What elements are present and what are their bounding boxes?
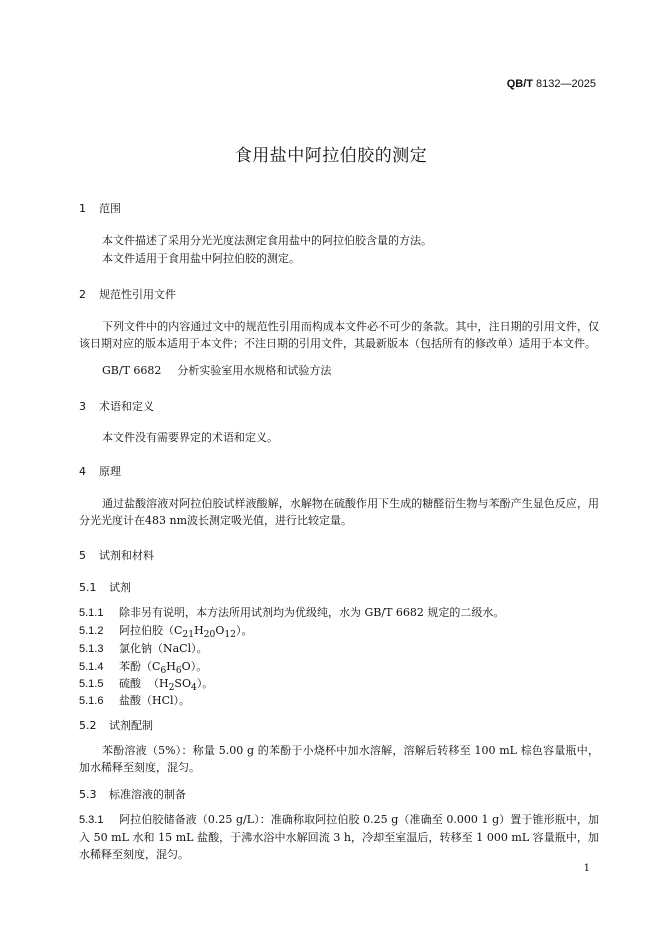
- section-title: 试剂和材料: [99, 549, 154, 562]
- section-5-heading: [79, 547, 154, 563]
- section-5-3-heading: [79, 786, 186, 802]
- item-text: 除非另有说明，本方法所用试剂均为优级纯，水为 GB/T 6682 规定的二级水。: [119, 606, 505, 619]
- item-text: 苯酚$(C_6H_6O)$。: [119, 660, 208, 677]
- section-5-2-paragraph-1: 苯酚溶液（5%）：称量 5.00 g 的苯酚于小烧杯中加水溶解，溶解后转移至 100 mL 棕色容量瓶中，加水稀释至刻度，混匀。: [79, 744, 599, 774]
- page-number: 1: [583, 863, 590, 874]
- section-title: 范围: [99, 202, 121, 215]
- standard-code-prefix: QB/T: [506, 78, 533, 90]
- list-item-5-1-2: [79, 622, 253, 640]
- section-title: 原理: [99, 465, 121, 478]
- list-item-5-1-3: [79, 640, 208, 656]
- section-2-heading: [79, 286, 176, 302]
- reference-code: GB/T 6682: [102, 364, 162, 377]
- item-text: 阿拉伯胶储备液（0.25 g/L）：准确称取阿拉伯胶 0.25 g（准确至 0.000 1 g）置于锥形瓶中，加入 50 mL 水和 15 mL 盐酸，于沸水浴中水解回流 3 h，冷却至室温后，转移至 1 000 mL 容量瓶中，加水稀释至刻度，混匀。: [79, 813, 599, 861]
- item-number: 5.1.4: [79, 661, 104, 673]
- item-number: 5.1.2: [79, 625, 104, 637]
- reference-title: 分析实验室用水规格和试验方法: [177, 364, 332, 377]
- list-item-5-1-4: [79, 658, 207, 676]
- section-1-paragraph-1: 本文件描述了采用分光光度法测定食用盐中的阿拉伯胶含量的方法。: [102, 234, 432, 247]
- section-4-heading: [79, 463, 121, 479]
- subsection-title: 标准溶液的制备: [109, 788, 186, 801]
- subsection-number: 5.2: [79, 719, 97, 732]
- item-number: 5.1.1: [79, 607, 104, 619]
- section-1-heading: [79, 200, 121, 216]
- section-number: 2: [79, 288, 86, 301]
- section-number: 1: [79, 202, 86, 215]
- item-text: 盐酸（HCl）。: [119, 694, 191, 707]
- section-1-paragraph-2: 本文件适用于食用盐中阿拉伯胶的测定。: [102, 252, 300, 265]
- section-number: 3: [79, 400, 86, 413]
- subsection-title: 试剂: [109, 581, 131, 594]
- document-title: 食用盐中阿拉伯胶的测定: [234, 146, 428, 166]
- item-number: 5.1.5: [79, 678, 104, 690]
- list-item-5-1-6: [79, 692, 190, 708]
- item-text: 硫酸 $(H_2SO_4)$。: [119, 677, 214, 694]
- subsection-number: 5.3: [79, 788, 97, 801]
- list-item-5-1-5: [79, 675, 213, 693]
- subsection-title: 试剂配制: [109, 719, 153, 732]
- section-3-paragraph-1: 本文件没有需要界定的术语和定义。: [102, 431, 278, 444]
- section-2-paragraph-1: 下列文件中的内容通过文中的规范性引用而构成本文件必不可少的条款。其中，注日期的引用文件，仅该日期对应的版本适用于本文件；不注日期的引用文件，其最新版本（包括所有的修改单）适用于本文件。: [79, 320, 599, 350]
- section-3-heading: [79, 398, 154, 414]
- section-5-1-heading: [79, 579, 131, 595]
- subsection-number: 5.1: [79, 581, 97, 594]
- item-number: 5.1.3: [79, 643, 104, 655]
- section-4-paragraph-1: 通过盐酸溶液对阿拉伯胶试样液酸解，水解物在硫酸作用下生成的糖醛衍生物与苯酚产生显色反应，用分光光度计在483 nm波长测定吸光值，进行比较定量。: [79, 497, 599, 527]
- section-5-3-1-paragraph: [79, 811, 599, 863]
- section-title: 规范性引用文件: [99, 288, 176, 301]
- standard-code-number: 8132—2025: [533, 78, 596, 90]
- section-number: 5: [79, 549, 86, 562]
- section-number: 4: [79, 465, 86, 478]
- item-text: 阿拉伯胶$(C_{21}H_{20}O_{12})$。: [119, 624, 253, 641]
- section-title: 术语和定义: [99, 400, 154, 413]
- section-5-2-heading: [79, 717, 153, 733]
- item-text: 氯化钠（NaCl）。: [119, 642, 208, 655]
- list-item-5-1-1: [79, 604, 504, 620]
- item-number: 5.1.6: [79, 695, 104, 707]
- standard-code: [507, 78, 596, 90]
- item-number: 5.3.1: [79, 814, 104, 826]
- normative-reference: [102, 363, 331, 379]
